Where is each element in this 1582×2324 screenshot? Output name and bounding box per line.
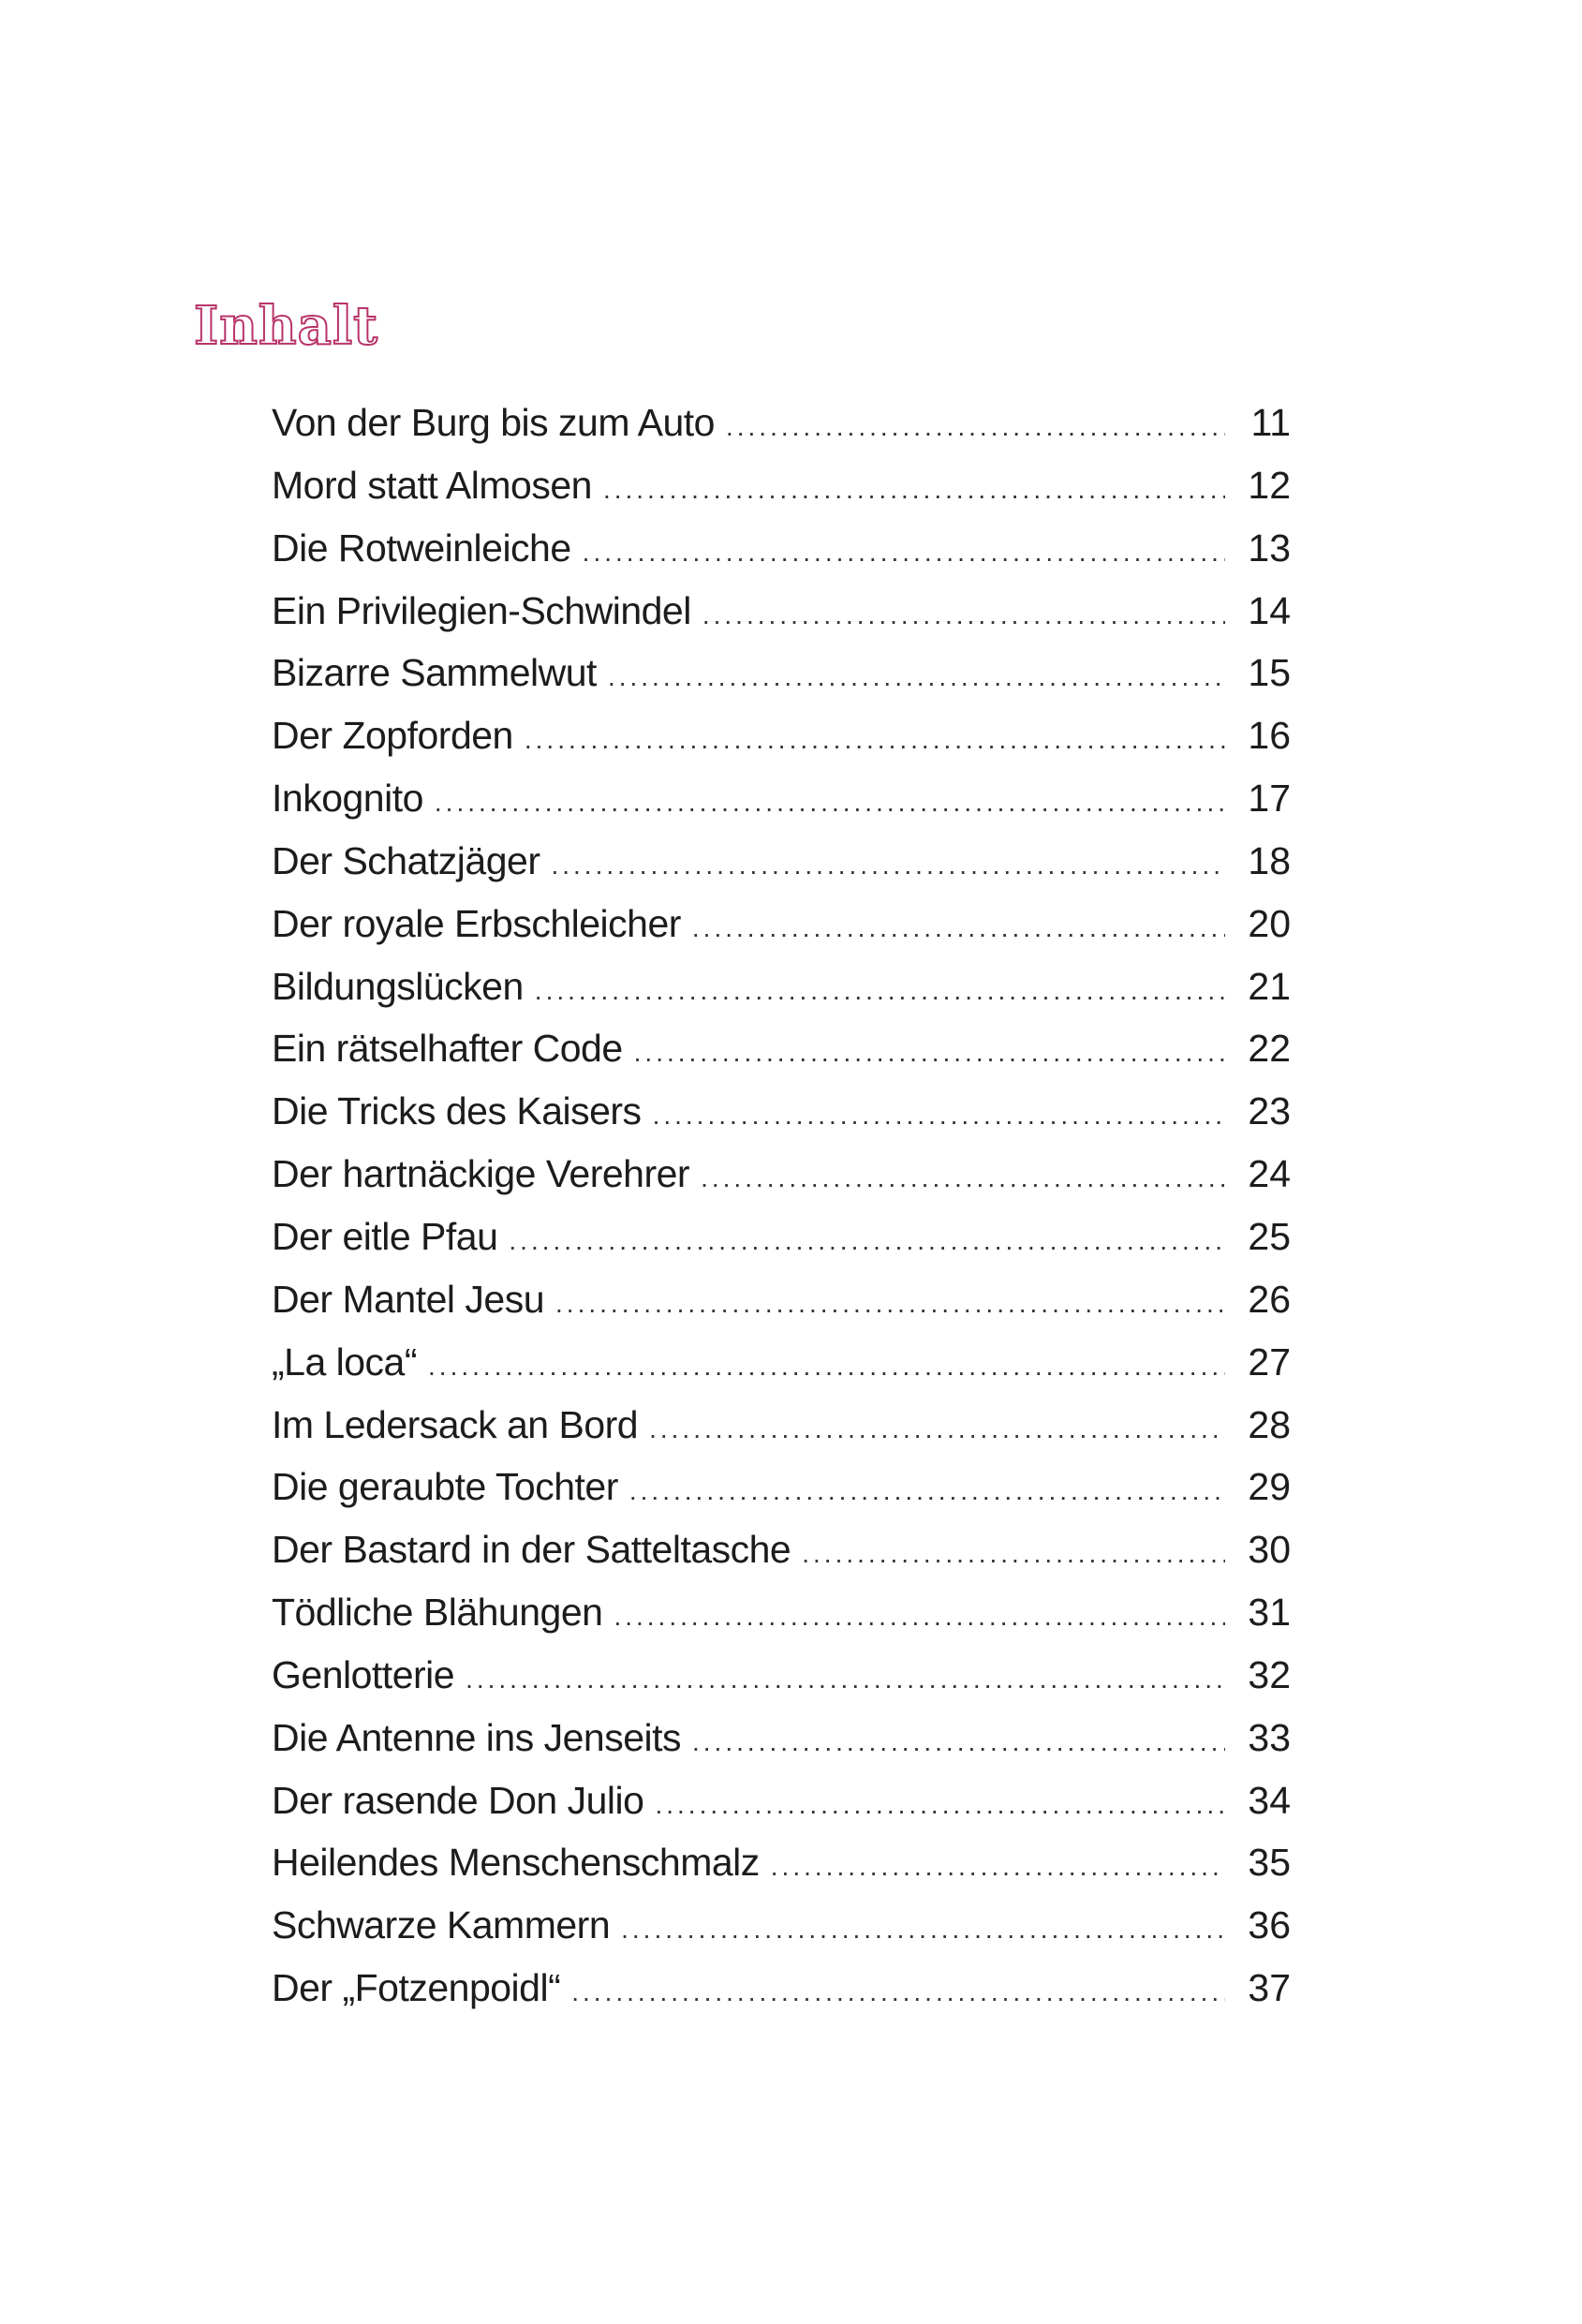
toc-entry xyxy=(272,1644,1291,1707)
dot-leader xyxy=(509,1210,1225,1273)
toc-entry-title: Heilendes Menschenschmalz xyxy=(272,1841,760,1885)
toc-entry-page: 27 xyxy=(1248,1340,1291,1384)
toc-entry-page: 23 xyxy=(1248,1089,1291,1133)
dot-leader xyxy=(692,1711,1225,1774)
toc-entry-title: Die Tricks des Kaisers xyxy=(272,1089,642,1133)
toc-entry xyxy=(272,454,1291,517)
toc-entry-page: 29 xyxy=(1248,1465,1291,1509)
toc-entry xyxy=(272,1831,1291,1894)
toc-entry-title: Die Antenne ins Jenseits xyxy=(272,1715,681,1759)
toc-entry-title: Ein rätselhafter Code xyxy=(272,1027,623,1071)
toc-entry-title: Der Schatzjäger xyxy=(272,838,540,882)
toc-entry-page: 22 xyxy=(1248,1027,1291,1071)
toc-entry-page: 28 xyxy=(1248,1402,1291,1446)
toc-entry-page: 31 xyxy=(1248,1591,1291,1635)
toc-entry xyxy=(272,767,1291,830)
toc-entry-title: Der rasende Don Julio xyxy=(272,1778,644,1822)
dot-leader xyxy=(555,1273,1225,1336)
toc-entry-page: 14 xyxy=(1248,588,1291,632)
toc-entry xyxy=(272,642,1291,704)
dot-leader xyxy=(583,522,1225,585)
toc-entry-page: 37 xyxy=(1248,1966,1291,2010)
dot-leader xyxy=(551,835,1225,897)
toc-entry xyxy=(272,1017,1291,1080)
toc-entry xyxy=(272,1206,1291,1268)
toc-entry-page: 26 xyxy=(1248,1277,1291,1321)
toc-entry-title: Der eitle Pfau xyxy=(272,1214,498,1258)
toc-entry-page: 21 xyxy=(1248,964,1291,1008)
toc-entry-title: Genlotterie xyxy=(272,1652,455,1696)
toc-entry-title: Der hartnäckige Verehrer xyxy=(272,1152,690,1196)
toc-entry xyxy=(272,580,1291,643)
toc-entry-title: Der Mantel Jesu xyxy=(272,1277,545,1321)
toc-entry xyxy=(272,1080,1291,1143)
toc-entry xyxy=(272,1268,1291,1331)
toc-entry-title: Der „Fotzenpoidl“ xyxy=(272,1966,561,2010)
dot-leader xyxy=(629,1460,1225,1523)
toc-entry-title: Mord statt Almosen xyxy=(272,463,592,507)
toc-entry-title: Ein Privilegien-Schwindel xyxy=(272,588,691,632)
toc-entry xyxy=(272,1894,1291,1957)
toc-entry-title: Im Ledersack an Bord xyxy=(272,1402,639,1446)
toc-entry-title: Die Rotweinleiche xyxy=(272,525,571,570)
toc-entry-page: 11 xyxy=(1250,401,1291,444)
toc-entry-title: Inkognito xyxy=(272,777,423,821)
dot-leader xyxy=(771,1836,1225,1899)
toc-entry-page: 34 xyxy=(1248,1778,1291,1822)
dot-leader xyxy=(608,646,1225,709)
toc-entry-title: Der royale Erbschleicher xyxy=(272,901,681,945)
toc-entry xyxy=(272,704,1291,767)
toc-entry xyxy=(272,1707,1291,1769)
dot-leader xyxy=(655,1774,1225,1837)
toc-entry-page: 25 xyxy=(1248,1214,1291,1258)
toc-entry-page: 35 xyxy=(1248,1841,1291,1885)
toc-entry xyxy=(272,1143,1291,1206)
dot-leader xyxy=(692,897,1225,960)
toc-entry-title: Der Bastard in der Satteltasche xyxy=(272,1528,791,1572)
dot-leader xyxy=(603,459,1225,522)
dot-leader xyxy=(649,1399,1225,1461)
dot-leader xyxy=(701,1147,1225,1210)
dot-leader xyxy=(435,772,1225,835)
toc-entry-page: 17 xyxy=(1248,777,1291,821)
dot-leader xyxy=(802,1523,1225,1586)
dot-leader xyxy=(653,1085,1225,1147)
toc-entry-page: 33 xyxy=(1248,1715,1291,1759)
toc-entry xyxy=(272,392,1291,454)
toc-entry-page: 15 xyxy=(1248,651,1291,695)
toc-entry xyxy=(272,1957,1291,2020)
toc-entry-title: Die geraubte Tochter xyxy=(272,1465,618,1509)
toc-entry-page: 13 xyxy=(1248,525,1291,570)
dot-leader xyxy=(702,585,1225,647)
toc-entry xyxy=(272,1456,1291,1518)
toc-entry xyxy=(272,893,1291,955)
toc-entry-page: 20 xyxy=(1248,901,1291,945)
toc-entry xyxy=(272,830,1291,893)
toc-entry-title: „La loca“ xyxy=(272,1340,418,1384)
toc-entry-page: 30 xyxy=(1248,1528,1291,1572)
toc-entry-page: 16 xyxy=(1248,714,1291,758)
toc-entry-title: Von der Burg bis zum Auto xyxy=(272,401,715,444)
toc-entry-title: Bildungslücken xyxy=(272,964,524,1008)
dot-leader xyxy=(614,1586,1225,1649)
toc-entry-page: 12 xyxy=(1248,463,1291,507)
toc-entry xyxy=(272,1394,1291,1457)
table-of-contents xyxy=(272,392,1291,2020)
toc-entry xyxy=(272,955,1291,1018)
dot-leader xyxy=(726,396,1225,459)
toc-entry xyxy=(272,517,1291,580)
toc-entry xyxy=(272,1331,1291,1394)
toc-entry-page: 36 xyxy=(1248,1903,1291,1947)
dot-leader xyxy=(466,1649,1225,1711)
toc-entry-page: 32 xyxy=(1248,1652,1291,1696)
dot-leader xyxy=(621,1899,1225,1961)
toc-entry-page: 24 xyxy=(1248,1152,1291,1196)
toc-entry xyxy=(272,1581,1291,1644)
toc-heading: Inhalt xyxy=(194,294,379,357)
toc-entry xyxy=(272,1769,1291,1832)
dot-leader xyxy=(634,1022,1225,1085)
dot-leader xyxy=(535,960,1225,1023)
toc-entry-title: Schwarze Kammern xyxy=(272,1903,611,1947)
toc-entry-page: 18 xyxy=(1248,838,1291,882)
toc-entry-title: Tödliche Blähungen xyxy=(272,1591,603,1635)
toc-entry xyxy=(272,1518,1291,1581)
toc-entry-title: Der Zopforden xyxy=(272,714,513,758)
dot-leader xyxy=(571,1961,1225,2024)
dot-leader xyxy=(525,709,1225,772)
dot-leader xyxy=(428,1336,1225,1399)
toc-entry-title: Bizarre Sammelwut xyxy=(272,651,597,695)
